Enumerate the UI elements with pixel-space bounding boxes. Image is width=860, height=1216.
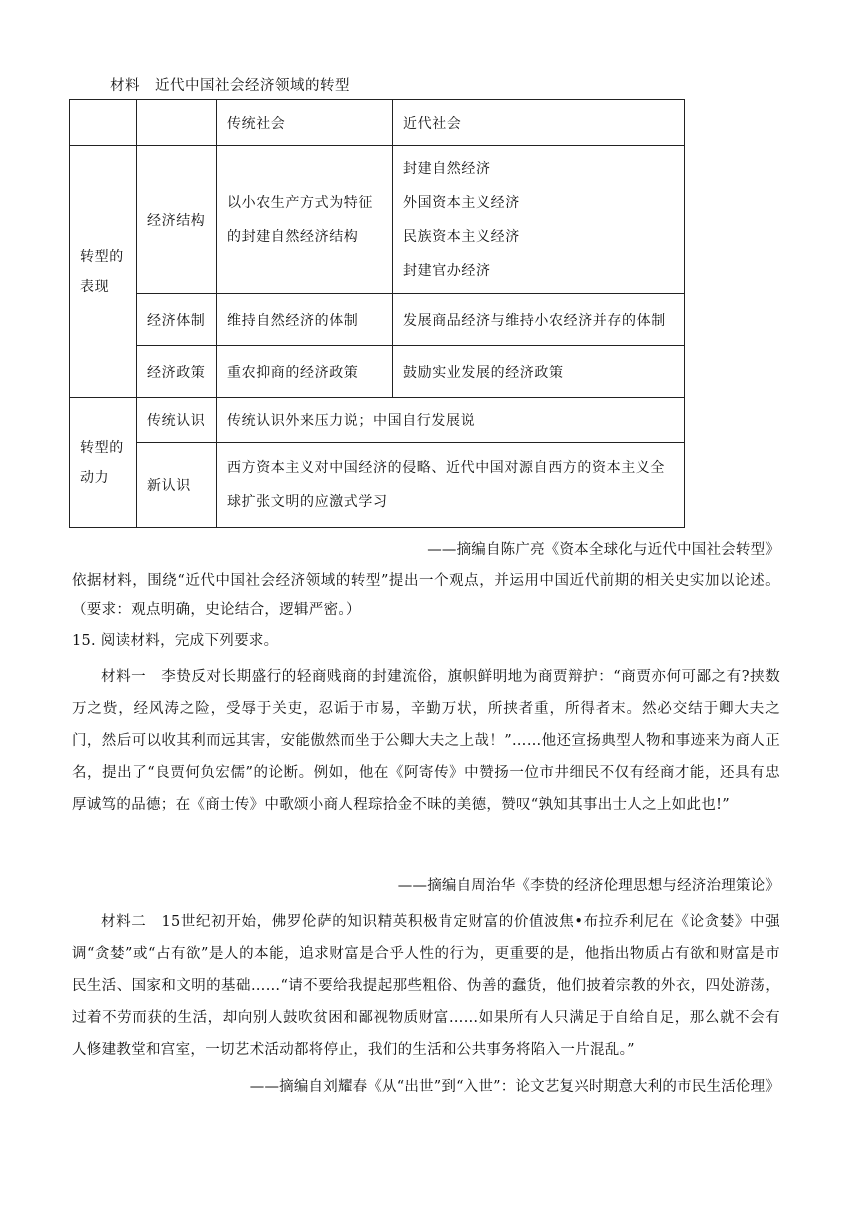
table-row (70, 443, 685, 528)
material-title: 材料 近代中国社会经济领域的转型 (110, 78, 350, 94)
source-citation: ——摘编自刘耀春《从“出世”到“入世”：论文艺复兴时期意大利的市民生活伦理》 (249, 1079, 780, 1095)
modern-cell: 鼓励实业发展的经济政策 (393, 346, 685, 398)
modern-item: 封建官办经济 (403, 262, 491, 279)
modern-item: 民族资本主义经济 (403, 228, 520, 245)
content-cell: 传统认识外来压力说；中国自行发展说 (217, 398, 685, 443)
source-citation: ——摘编自陈广亮《资本全球化与近代中国社会转型》 (427, 542, 780, 558)
traditional-cell: 以小农生产方式为特征的封建自然经济结构 (217, 146, 393, 294)
modern-cell (393, 146, 685, 294)
table-row (70, 146, 685, 294)
table-row (70, 398, 685, 443)
content-cell: 西方资本主义对中国经济的侵略、近代中国对源自西方的资本主义全球扩张文明的应激式学习 (217, 443, 685, 528)
category-cell: 经济结构 (137, 146, 217, 294)
material-two: 材料二 15世纪初开始，佛罗伦萨的知识精英积极肯定财富的价值波焦•布拉乔利尼在《论贪婪》中强调“贪婪”或“占有欲”是人的本能，追求财富是合乎人性的行为，更重要的是，他指出物质占有欲和财富是市民生活、国家和文明的基础……“请不要给我提起那些粗俗、伪善的蠢货，他们披着宗教的外衣，四处游荡，过着不劳而获的生活，却向别人鼓吹贫困和鄙视物质财富……如果所有人只满足于自给自足，那么就不会有人修建教堂和宫室，一切艺术活动都将停止，我们的生活和公共事务将陷入一片混乱。” (72, 914, 780, 1058)
category-cell: 经济体制 (137, 294, 217, 346)
modern-item: 封建自然经济 (403, 160, 491, 177)
header-traditional: 传统社会 (217, 100, 393, 146)
category-cell: 经济政策 (137, 346, 217, 398)
source-citation: ——摘编自周治华《李贽的经济伦理思想与经济治理策论》 (397, 878, 780, 894)
table-row (70, 346, 685, 398)
modern-cell: 发展商品经济与维持小农经济并存的体制 (393, 294, 685, 346)
question-15-heading: 15. 阅读材料，完成下列要求。 (72, 633, 279, 649)
material-one: 材料一 李贽反对长期盛行的轻商贱商的封建流俗，旗帜鲜明地为商贾辩护：“商贾亦何可鄙之有?挟数万之赀，经风涛之险，受辱于关吏，忍诟于市易，辛勤万状，所挟者重，所得者末。然必交结于卿大夫之门，然后可以收其利而远其害，安能傲然而坐于公卿大夫之上哉！”……他还宣扬典型人物和事迹来为商人正名，提出了“良贾何负宏儒”的论断。例如，他在《阿寄传》中赞扬一位市井细民不仅有经商才能，还具有忠厚诚笃的品德；在《商士传》中歌颂小商人程琮拾金不昧的美德，赞叹“孰知其事出士人之上如此也!” (72, 669, 780, 813)
group-label-performance: 转型的表现 (70, 146, 137, 398)
category-cell: 新认识 (137, 443, 217, 528)
group-label-driving-force: 转型的动力 (70, 398, 137, 528)
header-cell-empty (137, 100, 217, 146)
category-cell: 传统认识 (137, 398, 217, 443)
traditional-cell: 重农抑商的经济政策 (217, 346, 393, 398)
task-instruction: 依据材料，围绕“近代中国社会经济领域的转型”提出一个观点，并运用中国近代前期的相关史实加以论述。（要求：观点明确，史论结合，逻辑严密。） (72, 573, 780, 618)
comparison-table (69, 99, 685, 528)
traditional-cell: 维持自然经济的体制 (217, 294, 393, 346)
header-cell-empty (70, 100, 137, 146)
table-row (70, 294, 685, 346)
table-header-row (70, 100, 685, 146)
header-modern: 近代社会 (393, 100, 685, 146)
modern-item: 外国资本主义经济 (403, 194, 520, 211)
